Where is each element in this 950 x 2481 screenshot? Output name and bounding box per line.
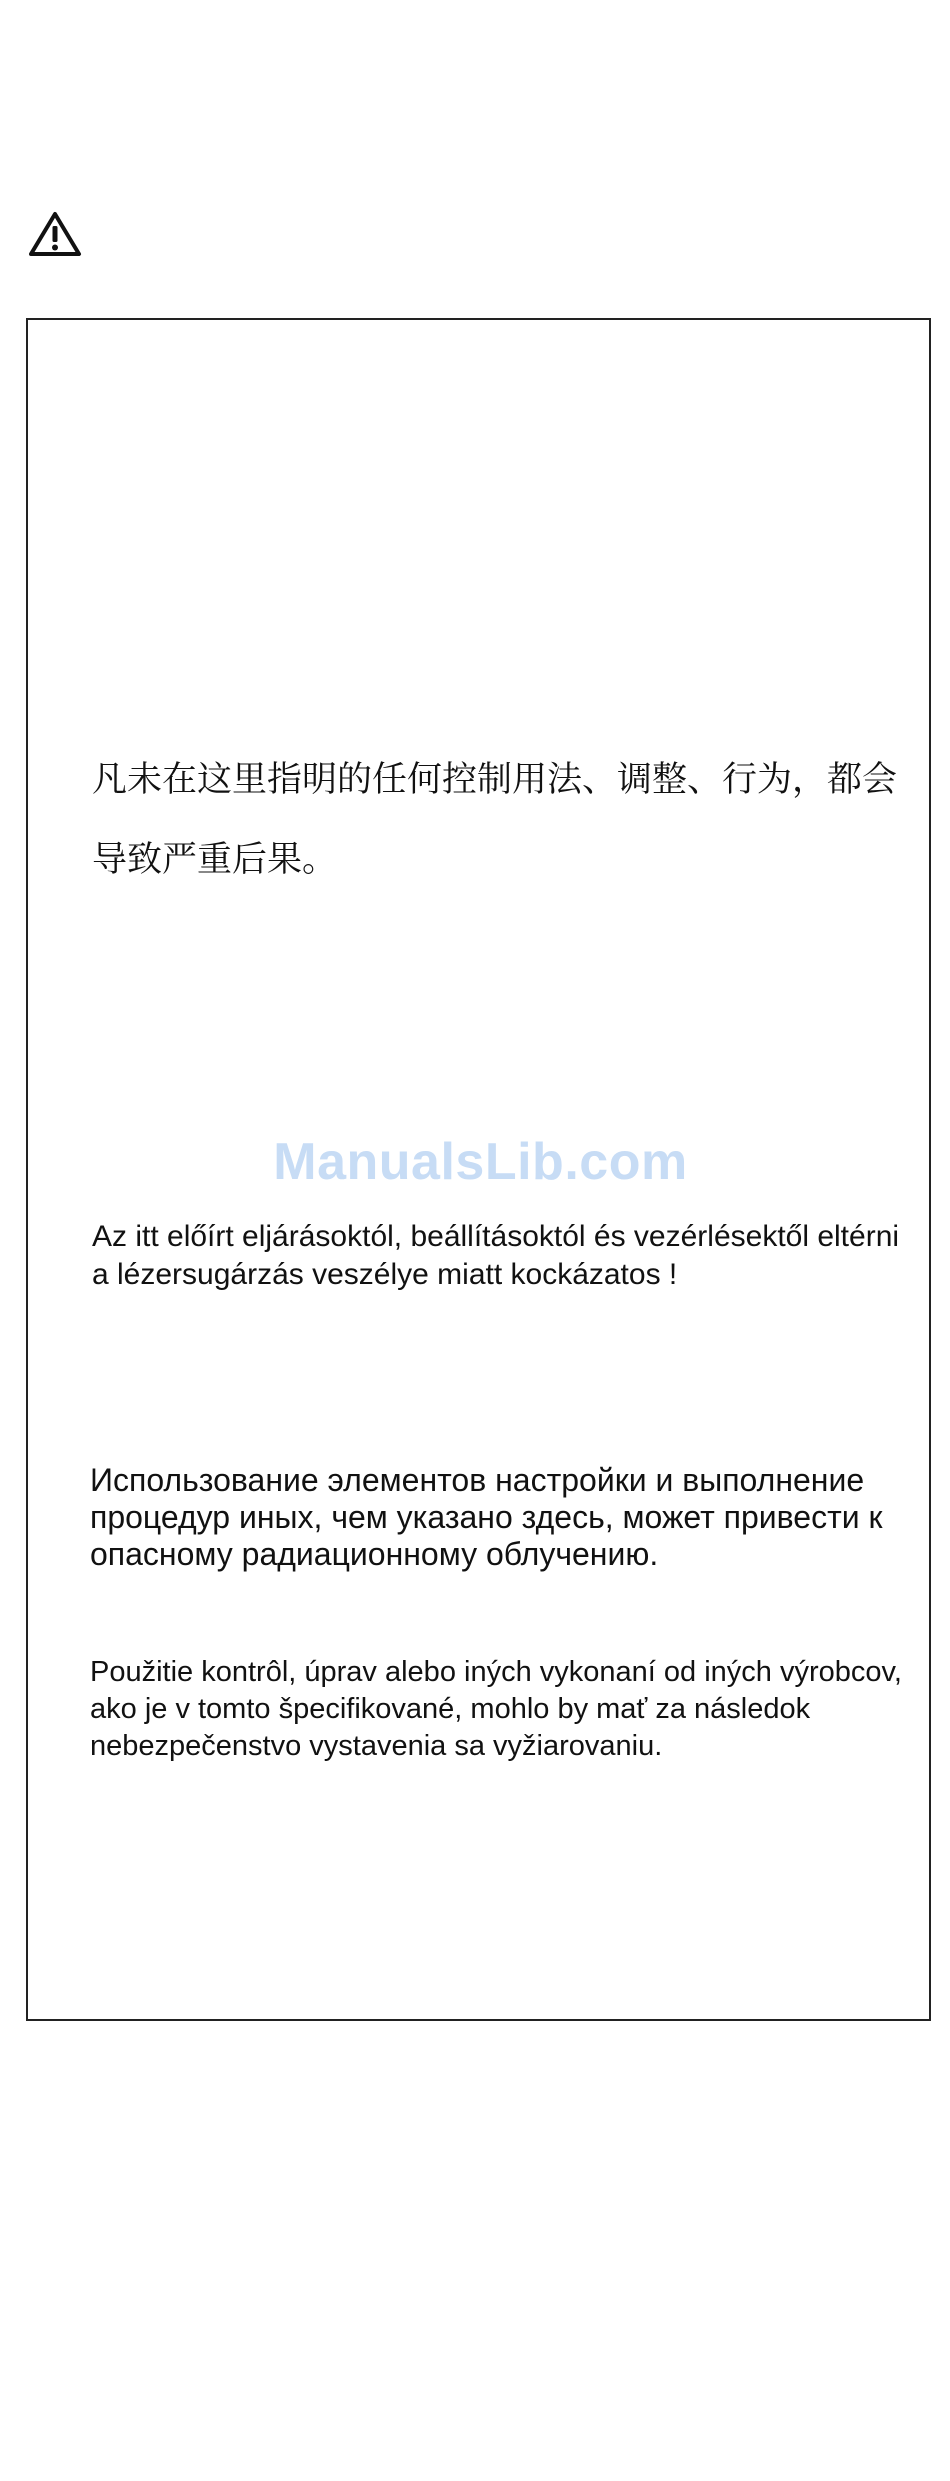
watermark-text: ManualsLib.com (273, 1133, 688, 1191)
notice-text-hungarian: Az itt előírt eljárásoktól, beállításoktól és vezérlésektől eltérni a lézersugárzás veszélye miatt kockázatos ! (92, 1220, 900, 1291)
notice-text-chinese: 凡未在这里指明的任何控制用法、调整、行为，都会导致严重后果。 (92, 760, 898, 880)
laser-safety-notice-box (26, 318, 931, 2021)
warning-triangle-icon (28, 210, 82, 258)
notice-text-slovak: Použitie kontrôl, úprav alebo iných vykonaní od iných výrobcov, ako je v tomto špecifikované, mohlo by mať za následok nebezpečenstvo vystavenia sa vyžiarovaniu. (90, 1656, 902, 1762)
notice-text-russian: Использование элементов настройки и выполнение процедур иных, чем указано здесь, может привести к опасному радиационному облучению. (90, 1462, 883, 1572)
